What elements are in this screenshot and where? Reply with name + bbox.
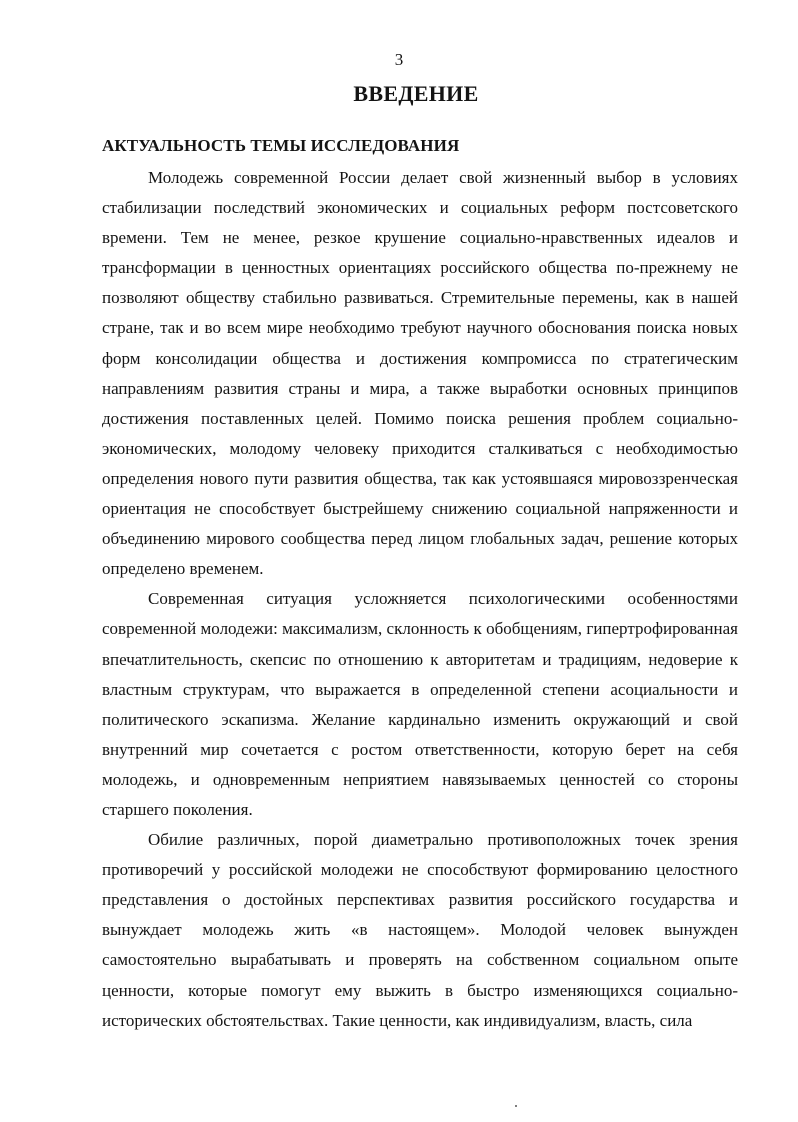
paragraph: Молодежь современной России делает свой жизненный выбор в условиях стабилизации последствий экономических и социальных реформ постсоветского времени. Тем не менее, резкое крушение социально-нравственных идеалов и трансформации в ценностных ориентациях российского общества по-прежнему не позволяют обществу стабильно развиваться. Стремительные перемены, как в нашей стране, так и во всем мире необходимо требуют научного обоснования поиска новых форм консолидации общества и достижения компромисса по стратегическим направлениям развития страны и мира, а также выработки основных принципов достижения поставленных целей. Помимо поиска решения проблем социально-экономических, молодому человеку приходится сталкиваться с необходимостью определения нового пути развития общества, так как устоявшаяся мировоззренческая ориентация не способствует быстрейшему снижению социальной напряженности и объединению мирового сообщества перед лицом глобальных задач, решение которых определено временем.: [102, 168, 738, 579]
section-heading: АКТУАЛЬНОСТЬ ТЕМЫ ИССЛЕДОВАНИЯ: [102, 136, 460, 155]
body-text: [102, 163, 738, 1036]
page-number: 3: [394, 50, 404, 69]
scan-speck: [515, 1105, 517, 1107]
paragraph: Современная ситуация усложняется психологическими особенностями современной молодежи: максимализм, склонность к обобщениям, гипертрофированная впечатлительность, скепсис по отношению к авторитетам и традициям, недоверие к властным структурам, что выражается в определенной степени асоциальности и политического эскапизма. Желание кардинально изменить окружающий и свой внутренний мир сочетается с ростом ответственности, которую берет на себя молодежь, и одновременным неприятием навязываемых ценностей со стороны старшего поколения.: [102, 589, 738, 819]
paragraph: Обилие различных, порой диаметрально противоположных точек зрения противоречий у российской молодежи не способствуют формированию целостного представления о достойных перспективах развития российского государства и вынуждает молодежь жить «в настоящем». Молодой человек вынужден самостоятельно вырабатывать и проверять на собственном социальном опыте ценности, которые помогут ему выжить в быстро изменяющихся социально-исторических обстоятельствах. Такие ценности, как индивидуализм, власть, сила: [102, 830, 738, 1030]
page-title: ВВЕДЕНИЕ: [353, 81, 479, 106]
